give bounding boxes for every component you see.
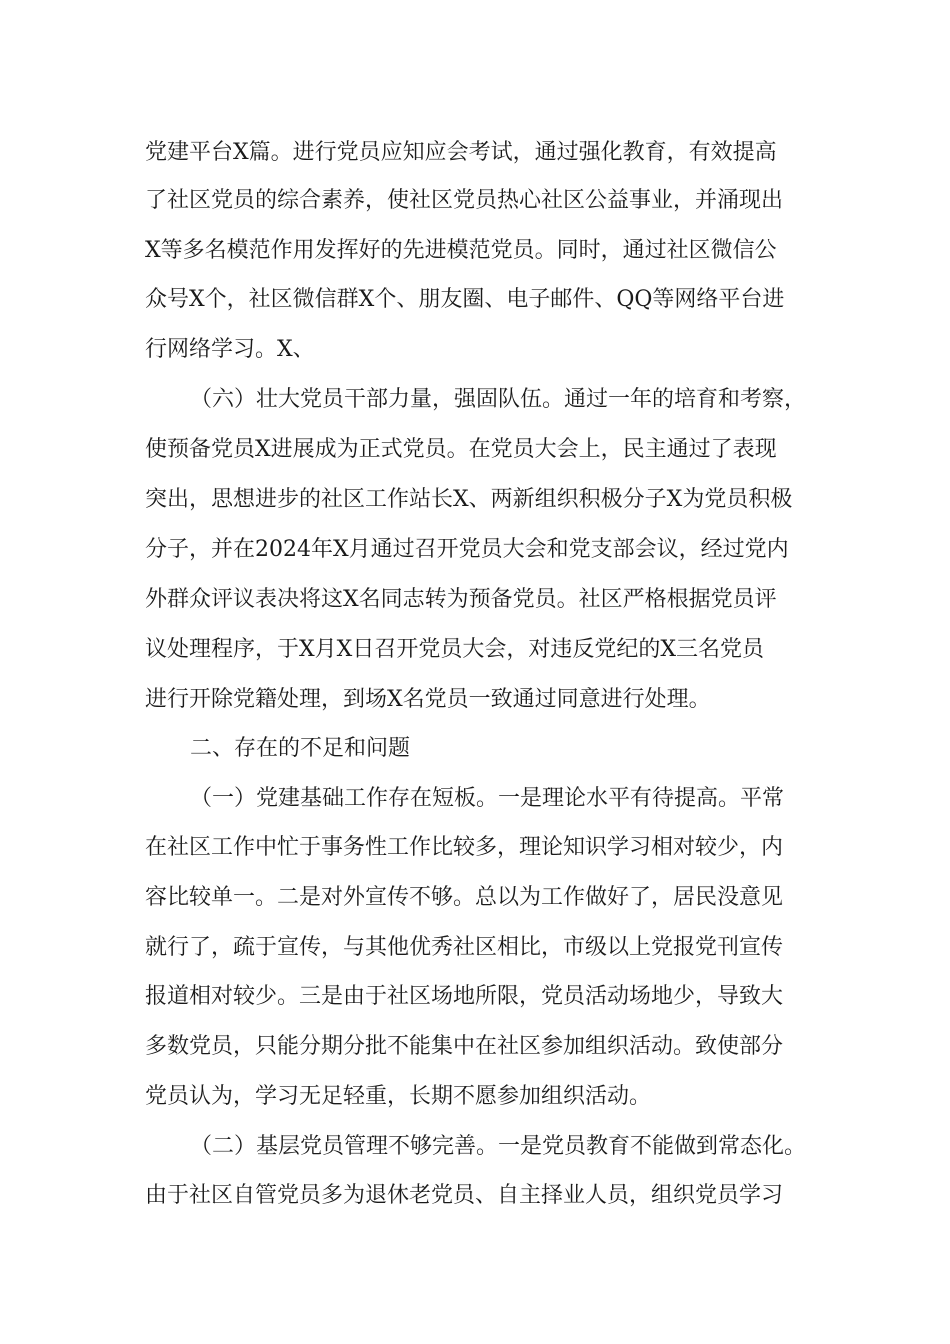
- paragraph-line: 容比较单一。二是对外宣传不够。总以为工作做好了，居民没意见: [145, 885, 784, 910]
- paragraph-line: 使预备党员X进展成为正式党员。在党员大会上，民主通过了表现: [145, 437, 777, 462]
- paragraph-line: （六）壮大党员干部力量，强固队伍。通过一年的培育和考察，: [190, 387, 807, 412]
- paragraph-line: X等多名模范作用发挥好的先进模范党员。同时，通过社区微信公: [145, 238, 777, 263]
- paragraph-line: 外群众评议表决将这X名同志转为预备党员。社区严格根据党员评: [145, 587, 777, 612]
- paragraph-line: 进行开除党籍处理，到场X名党员一致通过同意进行处理。: [145, 687, 711, 712]
- paragraph-line: 党建平台X篇。进行党员应知应会考试，通过强化教育，有效提高: [145, 140, 777, 165]
- paragraph-line: 众号X个，社区微信群X个、朋友圈、电子邮件、QQ等网络平台进: [145, 287, 785, 312]
- section-heading: 二、存在的不足和问题: [190, 736, 411, 761]
- paragraph-line: 行网络学习。X、: [145, 337, 315, 362]
- paragraph-line: （一）党建基础工作存在短板。一是理论水平有待提高。平常: [190, 786, 785, 811]
- paragraph-line: 由于社区自管党员多为退休老党员、自主择业人员，组织党员学习: [145, 1183, 784, 1208]
- paragraph-line: 党员认为，学习无足轻重，长期不愿参加组织活动。: [145, 1084, 652, 1109]
- paragraph-line: 多数党员，只能分期分批不能集中在社区参加组织活动。致使部分: [145, 1034, 784, 1059]
- paragraph-line: 报道相对较少。三是由于社区场地所限，党员活动场地少，导致大: [145, 984, 784, 1009]
- paragraph-line: （二）基层党员管理不够完善。一是党员教育不能做到常态化。: [190, 1134, 807, 1159]
- paragraph-line: 分子，并在2024年X月通过召开党员大会和党支部会议，经过党内: [145, 537, 789, 562]
- paragraph-line: 突出，思想进步的社区工作站长X、两新组织积极分子X为党员积极: [145, 487, 793, 512]
- paragraph-line: 议处理程序，于X月X日召开党员大会，对违反党纪的X三名党员: [145, 637, 764, 662]
- paragraph-line: 了社区党员的综合素养，使社区党员热心社区公益事业，并涌现出: [145, 188, 784, 213]
- paragraph-line: 就行了，疏于宣传，与其他优秀社区相比，市级以上党报党刊宣传: [145, 935, 784, 960]
- paragraph-line: 在社区工作中忙于事务性工作比较多，理论知识学习相对较少，内: [145, 835, 784, 860]
